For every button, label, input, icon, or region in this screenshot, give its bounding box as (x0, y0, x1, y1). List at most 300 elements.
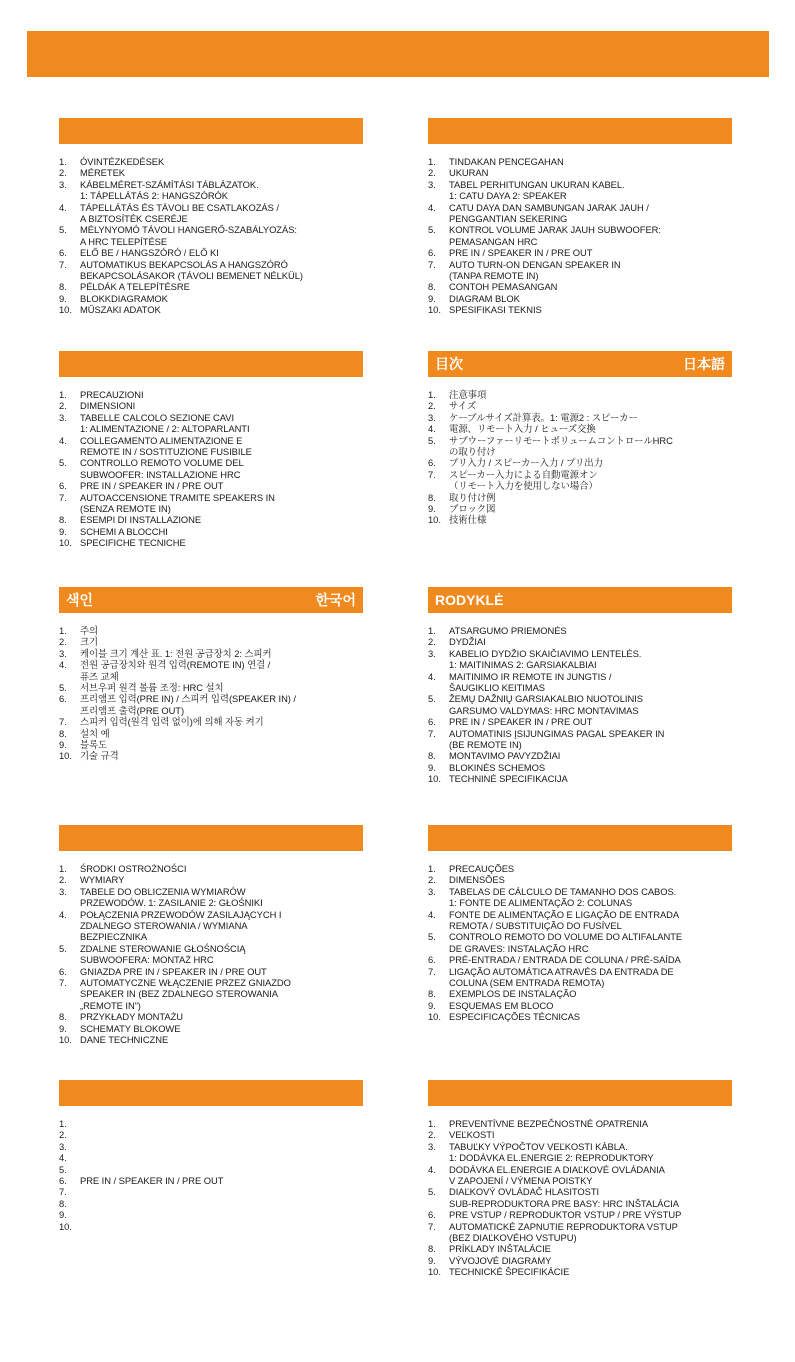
toc-item-text (80, 1198, 363, 1209)
toc-item-number: 10. (428, 1011, 441, 1023)
toc-item (59, 259, 363, 282)
toc-list (428, 625, 732, 785)
toc-item (59, 863, 363, 874)
toc-item-text: DYDŽIAI (449, 636, 486, 648)
toc-item (428, 863, 732, 874)
toc-item-text: TABEL PERHITUNGAN UKURAN KABEL. 1: CATU DAYA 2: SPEAKER (449, 178, 625, 202)
toc-item (59, 943, 363, 966)
toc-item-number: 3. (59, 411, 67, 423)
toc-item-text: TABELE DO OBLICZENIA WYMIARÓW PRZEWODÓW. 1: ZASILANIE 2: GŁOŚNIKI (80, 885, 263, 909)
toc-item-text (80, 1209, 363, 1220)
section-language-label: 日本語 (683, 356, 725, 372)
toc-item-text: 주의 (80, 625, 99, 636)
toc-item-text: 프리앰프 입력(PRE IN) / 스피커 입력(SPEAKER IN) / 프리앰프 출력(PRE OUT) (80, 693, 296, 716)
section-header (428, 587, 732, 613)
toc-list (428, 389, 732, 526)
toc-item-number: 8. (428, 281, 436, 293)
toc-item-number: 6. (428, 247, 436, 259)
toc-item-text: AUTOMATINIS ĮSIJUNGIMAS PAGAL SPEAKER IN (BE REMOTE IN) (449, 727, 665, 751)
toc-item-text: 스피커 입력(원격 입력 없이)에 의해 자동 켜기 (80, 716, 264, 728)
toc-item-number: 7. (428, 965, 436, 977)
toc-item-number: 8. (428, 1243, 436, 1255)
toc-item-number: 9. (428, 999, 436, 1011)
toc-item (59, 179, 363, 202)
toc-item-number: 5. (428, 224, 436, 236)
toc-item-number: 10. (428, 514, 441, 526)
toc-item-text: ブロック図 (449, 503, 496, 515)
toc-item-text: プリ入力 / スピーカー入力 / プリ出力 (449, 457, 603, 469)
toc-item-number: 5. (59, 1163, 67, 1175)
toc-item-number: 9. (59, 739, 67, 751)
toc-item-number: 5. (59, 224, 67, 236)
toc-item-text: KÁBELMÉRET-SZÁMÍTÁSI TÁBLÁZATOK. 1: TÁPELLÁTÁS 2: HANGSZÓRÓK (80, 178, 259, 202)
section-title: RODYKLĖ (435, 592, 504, 608)
toc-item-number: 3. (428, 1140, 436, 1152)
toc-item-number: 6. (59, 480, 67, 492)
toc-item (428, 281, 732, 292)
toc-item-number: 1. (428, 389, 436, 400)
toc-item-number: 2. (428, 636, 436, 648)
toc-item-number: 7. (59, 1186, 67, 1198)
toc-item-number: 9. (428, 503, 436, 515)
toc-section-lt (428, 587, 732, 785)
toc-item-text: PRE IN / SPEAKER IN / PRE OUT (449, 247, 593, 259)
toc-item (59, 728, 363, 739)
toc-item-number: 1. (59, 863, 67, 874)
toc-item-number: 9. (59, 525, 67, 537)
toc-item-text: 설치 예 (80, 727, 110, 739)
toc-item-text: PRE IN / SPEAKER IN / PRE OUT (80, 480, 224, 492)
toc-item-text: ŚRODKI OSTROŻNOŚCI (80, 863, 187, 874)
toc-item-number: 10. (428, 1266, 441, 1278)
toc-item-number: 10. (59, 750, 72, 762)
toc-list (428, 1118, 732, 1278)
toc-item (428, 988, 732, 999)
toc-item-number: 8. (59, 1011, 67, 1023)
toc-item-number: 4. (59, 201, 67, 213)
toc-item-number: 7. (428, 727, 436, 739)
toc-item-number: 2. (59, 1129, 67, 1141)
toc-item (59, 1011, 363, 1022)
toc-item-text: MÉLYNYOMÓ TÁVOLI HANGERŐ-SZABÁLYOZÁS: A HRC TELEPÍTÉSE (80, 224, 297, 247)
toc-item-number: 4. (59, 434, 67, 446)
toc-item-text: AUTOMATICKÉ ZAPNUTIE REPRODUKTORA VSTUP (BEZ DIAĽKOVÉHO VSTUPU) (449, 1220, 678, 1244)
toc-item-text: ESPECIFICAÇÕES TÉCNICAS (449, 1011, 580, 1023)
toc-item-text: UKURAN (449, 167, 489, 179)
toc-item (59, 1152, 363, 1163)
toc-item-text: ケーブルサイズ計算表。1: 電源2 : スピーカー (449, 411, 638, 423)
toc-item (59, 1034, 363, 1045)
toc-item-number: 8. (428, 988, 436, 1000)
toc-item-number: 1. (59, 625, 67, 636)
toc-item-text: 크기 (80, 636, 99, 648)
toc-item (59, 739, 363, 750)
toc-item (59, 389, 363, 400)
toc-item (428, 1141, 732, 1164)
toc-item (59, 1221, 363, 1232)
toc-item-text: TECHNICKÉ ŠPECIFIKÁCIE (449, 1266, 570, 1278)
toc-item-number: 6. (59, 1175, 67, 1187)
toc-item-text: VÝVOJOVÉ DIAGRAMY (449, 1254, 552, 1266)
toc-item-text: SPESIFIKASI TEKNIS (449, 304, 542, 316)
toc-item-number: 2. (428, 400, 436, 412)
toc-item (428, 909, 732, 932)
toc-item-number: 4. (428, 423, 436, 435)
toc-item-number: 6. (428, 1209, 436, 1221)
toc-item-number: 5. (428, 931, 436, 943)
toc-item (428, 625, 732, 636)
toc-item (59, 412, 363, 435)
toc-item-number: 3. (428, 178, 436, 190)
toc-item-number: 8. (428, 750, 436, 762)
section-header (59, 118, 363, 144)
toc-item-number: 9. (59, 1022, 67, 1034)
toc-item-number: 6. (428, 716, 436, 728)
toc-item (428, 167, 732, 178)
toc-item-text: TÁPELLÁTÁS ÉS TÁVOLI BE CSATLAKOZÁS / A BIZTOSÍTÉK CSERÉJE (80, 201, 279, 225)
toc-item-number: 1. (59, 156, 67, 167)
toc-item (428, 1186, 732, 1209)
toc-item-number: 2. (428, 874, 436, 886)
toc-item (428, 1221, 732, 1244)
toc-item-text: DIAĽKOVÝ OVLÁDAČ HLASITOSTI SUB-REPRODUKTORA PRE BASY: HRC INŠTALÁCIA (449, 1186, 679, 1209)
toc-item-number: 8. (428, 491, 436, 503)
toc-item-text: EXEMPLOS DE INSTALAÇÃO (449, 988, 577, 1000)
toc-item (59, 977, 363, 1011)
toc-item-number: 1. (428, 625, 436, 636)
toc-item-text: ÓVINTÉZKEDÉSEK (80, 156, 165, 167)
toc-item (59, 156, 363, 167)
toc-item-number: 9. (59, 1209, 67, 1221)
toc-item-number: 1. (59, 1118, 67, 1129)
toc-item-number: 5. (59, 682, 67, 694)
toc-item-number: 9. (428, 761, 436, 773)
toc-item (428, 728, 732, 751)
toc-item (428, 931, 732, 954)
toc-item (428, 693, 732, 716)
toc-item-text: CATU DAYA DAN SAMBUNGAN JARAK JAUH / PENGGANTIAN SEKERING (449, 201, 649, 225)
toc-item-text: PRÍKLADY INŠTALÁCIE (449, 1243, 551, 1255)
toc-item-text: サイズ (449, 400, 477, 412)
toc-item-text: LIGAÇÃO AUTOMÁTICA ATRAVÉS DA ENTRADA DE COLUNA (SEM ENTRADA REMOTA) (449, 965, 674, 989)
toc-item-text: ESEMPI DI INSTALLAZIONE (80, 514, 202, 526)
toc-item-number: 10. (428, 304, 441, 316)
section-header (59, 587, 363, 613)
toc-item-number: 4. (59, 1152, 67, 1164)
toc-item-text: SCHEMI A BLOCCHI (80, 525, 168, 537)
toc-item (428, 1255, 732, 1266)
toc-item-text: CONTOH PEMASANGAN (449, 281, 558, 293)
toc-item-number: 9. (428, 292, 436, 304)
toc-item-text: 기술 규격 (80, 750, 119, 762)
toc-item (59, 966, 363, 977)
toc-item-text (80, 1129, 363, 1140)
toc-item-number: 3. (59, 647, 67, 659)
toc-item (428, 514, 732, 525)
toc-item-number: 2. (59, 636, 67, 648)
toc-item (428, 886, 732, 909)
toc-item (59, 682, 363, 693)
toc-item-text: DIAGRAM BLOK (449, 292, 520, 304)
toc-item (59, 526, 363, 537)
toc-item (428, 435, 732, 458)
toc-item-text: SPECIFICHE TECNICHE (80, 537, 186, 549)
toc-item (59, 1186, 363, 1197)
toc-item-number: 7. (428, 258, 436, 270)
toc-item-text: 注意事項 (449, 389, 487, 400)
toc-item-number: 4. (428, 201, 436, 213)
toc-item (59, 874, 363, 885)
toc-item-text: 技術仕様 (449, 514, 487, 526)
toc-item-text: MONTAVIMO PAVYZDŽIAI (449, 750, 561, 762)
toc-item-text: FONTE DE ALIMENTAÇÃO E LIGAÇÃO DE ENTRADA REMOTA / SUBSTITUIÇÃO DO FUSÍVEL (449, 908, 680, 932)
toc-item-text: PÉLDÁK A TELEPÍTÉSRE (80, 281, 190, 293)
toc-list (59, 863, 363, 1046)
section-header (428, 825, 732, 851)
toc-item-text: WYMIARY (80, 874, 125, 886)
toc-item-text: TABELLE CALCOLO SEZIONE CAVI 1: ALIMENTAZIONE / 2: ALTOPARLANTI (80, 411, 250, 435)
toc-item-text: ELŐ BE / HANGSZÓRÓ / ELŐ KI (80, 247, 219, 259)
toc-item-text: PRE VSTUP / REPRODUKTOR VSTUP / PRE VÝSTUP (449, 1209, 682, 1221)
toc-item-number: 4. (59, 659, 67, 671)
toc-item-number: 3. (59, 1140, 67, 1152)
toc-section-ja (428, 351, 732, 526)
toc-item-number: 8. (59, 727, 67, 739)
toc-item-number: 6. (428, 457, 436, 469)
toc-item-text (80, 1186, 363, 1197)
toc-item-number: 8. (59, 1197, 67, 1209)
toc-item-number: 1. (428, 1118, 436, 1129)
toc-item (428, 762, 732, 773)
toc-item (59, 636, 363, 647)
toc-item (428, 671, 732, 694)
toc-item-text: DIMENSIONI (80, 400, 136, 412)
toc-item (428, 412, 732, 423)
toc-item-text (80, 1141, 363, 1152)
toc-item-text: MÉRETEK (80, 167, 125, 179)
toc-item (59, 224, 363, 247)
toc-item (59, 514, 363, 525)
toc-item-number: 7. (59, 258, 67, 270)
toc-item-number: 3. (59, 885, 67, 897)
toc-item (59, 480, 363, 491)
toc-item-text (80, 1221, 363, 1232)
toc-section-sk (428, 1080, 732, 1278)
toc-item-number: 5. (59, 942, 67, 954)
toc-item (428, 1243, 732, 1254)
toc-item-text: PRE IN / SPEAKER IN / PRE OUT (80, 1175, 224, 1187)
toc-item-text: 서브우퍼 원격 볼륨 조정: HRC 설치 (80, 682, 224, 694)
toc-item (428, 293, 732, 304)
toc-item-text: COLLEGAMENTO ALIMENTAZIONE E REMOTE IN / SOSTITUZIONE FUSIBILE (80, 434, 252, 458)
toc-item (59, 909, 363, 943)
toc-list (59, 156, 363, 316)
toc-item (428, 304, 732, 315)
toc-item (428, 750, 732, 761)
toc-item-text: CONTROLLO REMOTO VOLUME DEL SUBWOOFER: INSTALLAZIONE HRC (80, 457, 244, 480)
toc-item-number: 10. (428, 773, 441, 785)
toc-item-text: POŁĄCZENIA PRZEWODÓW ZASILAJĄCYCH I ZDALNEGO STEROWANIA / WYMIANA BEZPIECZNIKA (80, 908, 282, 943)
toc-item (59, 247, 363, 258)
toc-item (428, 1000, 732, 1011)
toc-item-number: 4. (428, 908, 436, 920)
toc-item (59, 537, 363, 548)
toc-item-number: 7. (59, 977, 67, 989)
toc-item-number: 6. (59, 965, 67, 977)
toc-item-text: ŽEMŲ DAŽNIŲ GARSIAKALBIO NUOTOLINIS GARSUMO VALDYMAS: HRC MONTAVIMAS (449, 693, 643, 716)
toc-section-id (428, 118, 732, 316)
toc-item (428, 1129, 732, 1140)
toc-item (428, 259, 732, 282)
toc-item-text: 블록도 (80, 739, 108, 751)
toc-item (428, 1209, 732, 1220)
toc-item-text: MŰSZAKI ADATOK (80, 304, 161, 316)
toc-item (428, 1266, 732, 1277)
toc-item-number: 2. (59, 874, 67, 886)
toc-item-text: 전원 공급장치와 원격 입력(REMOTE IN) 연결 / 퓨즈 교체 (80, 659, 271, 682)
toc-item-number: 1. (59, 389, 67, 400)
section-title: 색인 (66, 592, 94, 608)
toc-item-number: 1. (428, 863, 436, 874)
toc-section-pt (428, 825, 732, 1023)
toc-item (428, 954, 732, 965)
toc-item-number: 10. (59, 1034, 72, 1046)
toc-section-hu (59, 118, 363, 316)
toc-item (59, 1209, 363, 1220)
toc-item (59, 1198, 363, 1209)
section-header (59, 351, 363, 377)
toc-item-text (80, 1152, 363, 1163)
toc-item-number: 3. (59, 178, 67, 190)
toc-item (59, 659, 363, 682)
toc-item-number: 3. (428, 411, 436, 423)
toc-item-text: PRÉ-ENTRADA / ENTRADA DE COLUNA / PRÉ-SAÍDA (449, 954, 681, 966)
toc-item (59, 1129, 363, 1140)
toc-item-number: 6. (59, 247, 67, 259)
toc-item-text: GNIAZDA PRE IN / SPEAKER IN / PRE OUT (80, 965, 267, 977)
toc-list (59, 389, 363, 549)
toc-item-text: PRECAUZIONI (80, 389, 144, 400)
toc-list (428, 863, 732, 1023)
toc-item (428, 874, 732, 885)
toc-item (428, 1164, 732, 1187)
toc-item (59, 693, 363, 716)
toc-item-number: 3. (428, 647, 436, 659)
toc-item-text: 電源、リモート入力 / ヒューズ交換 (449, 423, 596, 435)
section-header (59, 825, 363, 851)
toc-item (59, 750, 363, 761)
toc-item (59, 293, 363, 304)
toc-item (428, 457, 732, 468)
toc-item-number: 9. (59, 292, 67, 304)
section-header (428, 351, 732, 377)
toc-item-number: 7. (59, 716, 67, 728)
toc-item-number: 7. (428, 468, 436, 480)
toc-item-text: 케이블 크기 계산 표. 1: 전원 공급장치 2: 스피커 (80, 647, 272, 659)
toc-item (59, 281, 363, 292)
toc-item (428, 156, 732, 167)
toc-item (59, 886, 363, 909)
toc-item (59, 492, 363, 515)
toc-item (428, 966, 732, 989)
toc-item (428, 1118, 732, 1129)
toc-section-it (59, 351, 363, 549)
toc-item-text: PRECAUÇÕES (449, 863, 515, 874)
toc-item (428, 503, 732, 514)
toc-list (59, 1118, 363, 1232)
toc-item-number: 7. (59, 491, 67, 503)
toc-item (428, 1011, 732, 1022)
toc-item-text: DODÁVKA EL.ENERGIE A DIAĽKOVÉ OVLÁDANIA V ZAPOJENÍ / VÝMENA POISTKY (449, 1163, 665, 1187)
toc-item-number: 5. (59, 457, 67, 469)
toc-item-text: ATSARGUMO PRIEMONĖS (449, 625, 567, 636)
toc-item (59, 435, 363, 458)
toc-item-text: TABUĽKY VÝPOČTOV VEĽKOSTI KÁBLA. 1: DODÁVKA EL.ENERGIE 2: REPRODUKTORY (449, 1140, 654, 1164)
toc-item-text: ESQUEMAS EM BLOCO (449, 999, 554, 1011)
toc-item-text: TINDAKAN PENCEGAHAN (449, 156, 564, 167)
section-header (428, 118, 732, 144)
toc-list (59, 625, 363, 762)
toc-item-text: サブウーファーリモートボリュームコントロールHRC の取り付け (449, 434, 673, 458)
toc-item (59, 1023, 363, 1034)
toc-item-text: BLOKKDIAGRAMOK (80, 292, 168, 304)
toc-item-number: 4. (428, 1163, 436, 1175)
toc-item (59, 457, 363, 480)
toc-item-text: VEĽKOSTI (449, 1129, 495, 1141)
top-banner (27, 31, 769, 77)
toc-item-number: 8. (59, 514, 67, 526)
toc-item (428, 423, 732, 434)
toc-item-text: KONTROL VOLUME JARAK JAUH SUBWOOFER: PEMASANGAN HRC (449, 224, 661, 247)
toc-item (428, 773, 732, 784)
toc-item-text: 取り付け例 (449, 491, 496, 503)
toc-item-number: 10. (59, 537, 72, 549)
toc-item (59, 1118, 363, 1129)
toc-item (428, 389, 732, 400)
toc-item-text: TABELAS DE CÁLCULO DE TAMANHO DOS CABOS. 1: FONTE DE ALIMENTAÇÃO 2: COLUNAS (449, 885, 677, 909)
toc-item-number: 2. (428, 1129, 436, 1141)
toc-item-text: DIMENSÕES (449, 874, 505, 886)
toc-item-text (80, 1164, 363, 1175)
toc-item (428, 400, 732, 411)
toc-section-ko (59, 587, 363, 762)
toc-item-text: PREVENTÍVNE BEZPEČNOSTNÉ OPATRENIA (449, 1118, 649, 1129)
toc-item-number: 8. (59, 281, 67, 293)
toc-item-number: 5. (428, 1186, 436, 1198)
section-header (59, 1080, 363, 1106)
toc-item-number: 5. (428, 693, 436, 705)
toc-item-text: BLOKINĖS SCHEMOS (449, 761, 546, 773)
toc-item (428, 716, 732, 727)
toc-item-number: 6. (59, 693, 67, 705)
toc-item (428, 247, 732, 258)
toc-item-number: 2. (59, 167, 67, 179)
toc-item (59, 625, 363, 636)
toc-item-text: スピーカー入力による自動電源オン （リモート入力を使用しない場合） (449, 468, 598, 492)
toc-item-text (80, 1118, 363, 1129)
toc-item-text: AUTOACCENSIONE TRAMITE SPEAKERS IN (SENZA REMOTE IN) (80, 491, 275, 515)
toc-item (59, 1175, 363, 1186)
toc-list (428, 156, 732, 316)
toc-item-number: 5. (428, 434, 436, 446)
toc-item-text: DANE TECHNICZNE (80, 1034, 169, 1046)
toc-item (59, 1164, 363, 1175)
toc-item-text: ZDALNE STEROWANIE GŁOŚNOŚCIĄ SUBWOOFERA: MONTAŻ HRC (80, 942, 246, 966)
toc-item (428, 202, 732, 225)
toc-item-text: CONTROLO REMOTO DO VOLUME DO ALTIFALANTE DE GRAVES: INSTALAÇÃO HRC (449, 931, 683, 954)
toc-item-text: PRE IN / SPEAKER IN / PRE OUT (449, 716, 593, 728)
toc-item (59, 648, 363, 659)
